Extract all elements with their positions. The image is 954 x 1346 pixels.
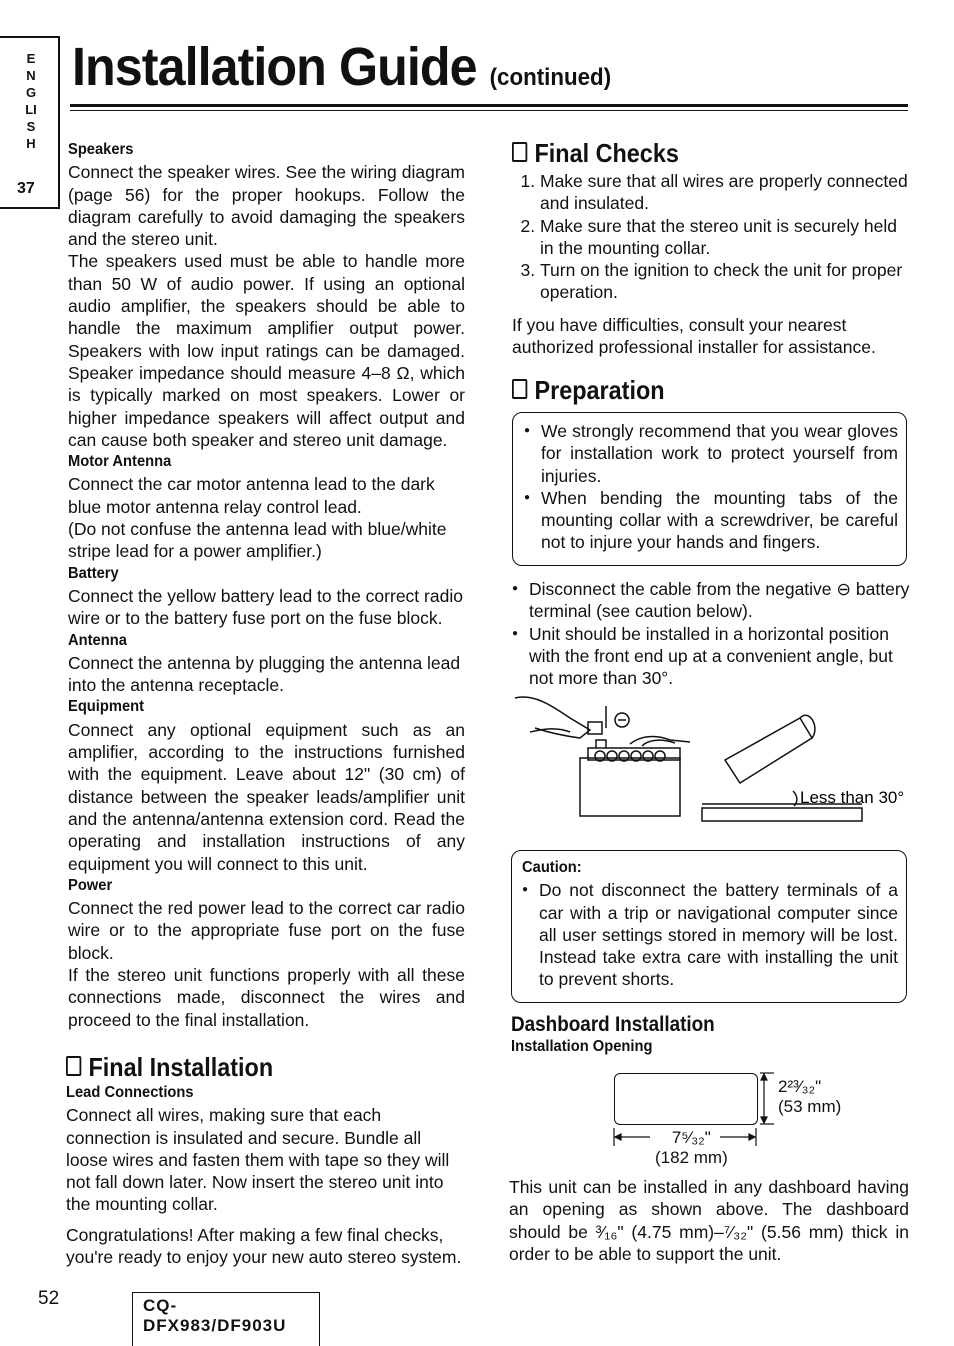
battery-p1: Connect the yellow battery lead to the correct radio wire or to the battery fuse port on the fuse block. [68, 585, 463, 629]
final-checks-section [512, 138, 910, 358]
width-inches: 7⁵⁄₃₂" [671, 1128, 711, 1147]
section-box-icon [512, 142, 527, 162]
dashboard-section [511, 1014, 909, 1059]
preparation-boxed-text [524, 420, 898, 554]
stereo-unit-icon [725, 718, 812, 783]
speakers-p2: The speakers used must be able to handle more than 50 W of audio power. If using an optional audio amplifier, the speakers should be able to handle the maximum amplifier output power. Speakers with low input ratings can be damaged. Speaker impedance should measure 4–8 Ω, which is typically marked on most speakers. Lower or higher impedance speakers will affect output and can cause both speaker and stereo unit damage. [68, 251, 465, 450]
lead-connections-p2: Congratulations! After making a few final checks, you're ready to enjoy your new auto stereo system. [66, 1224, 462, 1268]
battery-disconnect-illustration [510, 688, 910, 836]
final-installation-heading: Final Installation [66, 1052, 425, 1082]
list-item: ● Disconnect the cable from the negative ⊖ battery terminal (see caution below). [512, 578, 910, 623]
preparation-heading: Preparation [512, 375, 870, 405]
final-checks-note: If you have difficulties, consult your nearest authorized professional installer for assistance. [512, 314, 876, 358]
dashboard-text [509, 1176, 909, 1265]
page-title [72, 36, 611, 109]
motor-antenna-p2: (Do not confuse the antenna lead with blue/white stripe lead for a power amplifier.) [68, 519, 447, 562]
title-continued: (continued) [489, 64, 612, 91]
title-text: Installation Guide [72, 37, 477, 97]
power-heading: Power [68, 876, 113, 894]
section-box-icon [66, 1056, 81, 1076]
height-mm: (53 mm) [778, 1097, 842, 1116]
lead-connections-heading: Lead Connections [66, 1084, 194, 1101]
height-dimension [778, 1077, 841, 1117]
lead-connections-p1: Connect all wires, making sure that each connection is insulated and secure. Bundle all loose wires and fasten them with tape so they will not fall down later. Now insert the stereo unit into the mounting collar. [66, 1105, 450, 1215]
antenna-heading: Antenna [68, 631, 127, 649]
dashboard-heading: Dashboard Installation [511, 1013, 715, 1036]
width-dimension [655, 1128, 728, 1168]
list-item: ● Unit should be installed in a horizontal position with the front end up at a convenient angle, but not more than 30°. [512, 623, 910, 690]
section-number: 37 [17, 180, 35, 197]
battery-heading: Battery [68, 564, 119, 582]
equipment-heading: Equipment [68, 698, 145, 716]
final-checks-list [512, 170, 910, 304]
final-installation-section [66, 1052, 465, 1268]
list-item: ● We strongly recommend that you wear gloves for installation work to protect yourself from injuries. [524, 420, 898, 487]
motor-antenna-heading: Motor Antenna [68, 453, 172, 471]
language-label: ENGLISH [25, 51, 37, 151]
caution-content [522, 857, 898, 991]
section-box-icon [512, 379, 527, 399]
model-box [132, 1292, 320, 1346]
speakers-heading: Speakers [68, 141, 134, 158]
preparation-bullets [512, 578, 910, 689]
list-item: 1. Make sure that all wires are properly connected and insulated. [540, 170, 910, 215]
width-mm: (182 mm) [655, 1148, 728, 1167]
installation-opening-heading: Installation Opening [511, 1038, 653, 1056]
left-column [68, 139, 465, 1031]
hand-icon [515, 697, 590, 738]
height-inches: 2²³⁄₃₂" [778, 1077, 822, 1096]
caution-text: ● Do not disconnect the battery terminals of a car with a trip or navigational computer since all user settings stored in memory will be lost. Instead take extra care with installing the unit to prevent shorts. [522, 879, 898, 990]
power-p1: Connect the red power lead to the correct car radio wire or to the appropriate fuse port on the fuse block. [68, 898, 465, 963]
language-side-tab [0, 36, 60, 209]
preparation-heading-wrap [512, 375, 910, 405]
list-item: 2. Make sure that the stereo unit is securely held in the mounting collar. [540, 215, 910, 260]
final-checks-heading: Final Checks [512, 138, 870, 168]
list-item: ● When bending the mounting tabs of the mounting collar with a screwdriver, be careful not to injure your hands and fingers. [524, 487, 898, 554]
caution-heading: Caution: [522, 859, 582, 876]
page-number: 52 [38, 1288, 60, 1309]
list-item: 3. Turn on the ignition to check the unit for proper operation. [540, 259, 910, 304]
battery-icon [580, 758, 680, 816]
model-number: CQ-DFX983/DF903U [143, 1296, 287, 1335]
antenna-p1: Connect the antenna by plugging the antenna lead into the antenna receptacle. [68, 652, 461, 696]
equipment-p1: Connect any optional equipment such as an amplifier, according to the instructions furnished with the equipment. Leave about 12" (30 cm) of distance between the speaker leads/amplifier unit and the antenna/antenna extension cord. Read the operating and installation instructions of any equipment you will connect to this unit. [68, 719, 465, 874]
title-rule [70, 104, 908, 111]
power-p2: If the stereo unit functions properly with all these connections made, disconnect the wires and proceed to the final installation. [68, 964, 465, 1030]
speakers-p1: Connect the speaker wires. See the wiring diagram (page 56) for the proper hookups. Follow the diagram carefully to avoid damaging the speakers and the stereo unit. [68, 162, 465, 250]
angle-label: Less than 30° [800, 788, 905, 807]
motor-antenna-p1: Connect the car motor antenna lead to the dark blue motor antenna relay control lead. [68, 474, 435, 517]
dashboard-p1: This unit can be installed in any dashboard having an opening as shown above. The dashboard should be ³⁄₁₆" (4.75 mm)–⁷⁄₃₂" (5.56 mm) thick in order to be able to support the unit. [509, 1177, 909, 1264]
